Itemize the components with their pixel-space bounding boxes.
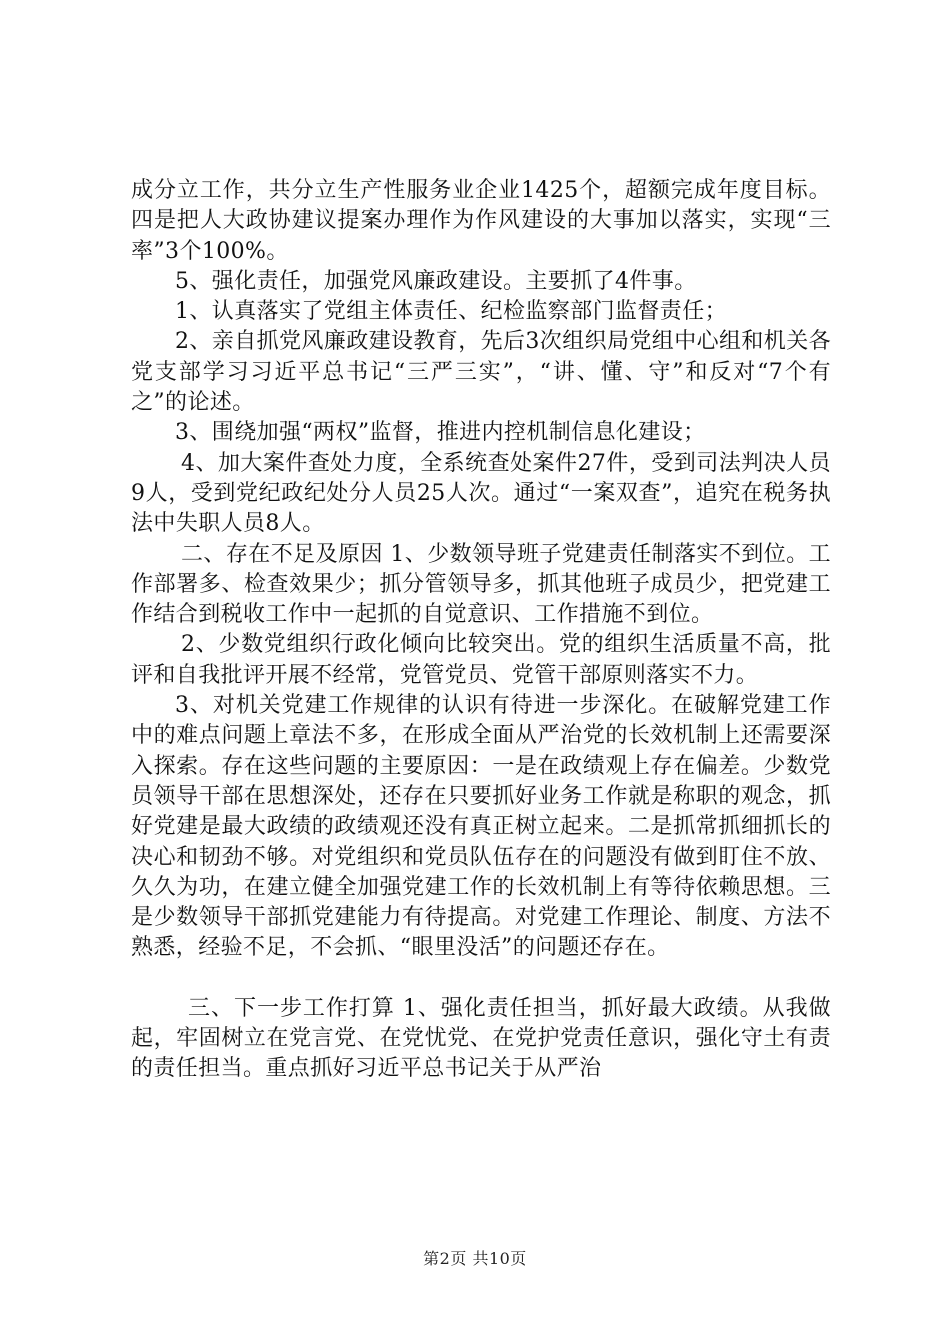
document-body: [131, 176, 831, 1085]
paragraph-sub-item-3: 3、围绕加强“两权”监督，推进内控机制信息化建设；: [175, 420, 706, 446]
paragraph-sub-item-2: 2、亲自抓党风廉政建设教育，先后3次组织局党组中心组和机关各党支部学习习近平总书记“三严三实”，“讲、懂、守”和反对“7个有之”的论述。: [131, 329, 831, 416]
paragraph-shortcoming-3: 3、对机关党建工作规律的认识有待进一步深化。在破解党建工作中的难点问题上章法不多，在形成全面从严治党的长效机制上还需要深入探索。存在这些问题的主要原因：一是在政绩观上存在偏差。少数党员领导干部在思想深处，还存在只要抓好业务工作就是称职的观念，抓好党建是最大政绩的政绩观还没有真正树立起来。二是抓常抓细抓长的决心和韧劲不够。对党组织和党员队伍存在的问题没有做到盯住不放、久久为功，在建立健全加强党建工作的长效机制上有等待依赖思想。三是少数领导干部抓党建能力有待提高。对党建工作理论、制度、方法不熟悉，经验不足，不会抓、“眼里没活”的问题还存在。: [131, 693, 831, 961]
paragraph-shortcoming-2: 2、少数党组织行政化倾向比较突出。党的组织生活质量不高，批评和自我批评开展不经常，党管党员、党管干部原则落实不力。: [131, 632, 831, 688]
paragraph-section-2-shortcomings: 二、存在不足及原因 1、少数领导班子党建责任制落实不到位。工作部署多、检查效果少；抓分管领导多，抓其他班子成员少，把党建工作结合到税收工作中一起抓的自觉意识、工作措施不到位。: [131, 541, 831, 628]
paragraph-section-3-next-steps: 三、下一步工作打算 1、强化责任担当，抓好最大政绩。从我做起，牢固树立在党言党、在党忧党、在党护党责任意识，强化守土有责的责任担当。重点抓好习近平总书记关于从严治: [131, 995, 831, 1082]
page-number-footer: 第2页 共10页: [423, 1249, 527, 1268]
paragraph-continued: 成分立工作，共分立生产性服务业企业1425个，超额完成年度目标。四是把人大政协建议提案办理作为作风建设的大事加以落实，实现“三率”3个100%。: [131, 178, 831, 264]
paragraph-sub-item-1: 1、认真落实了党组主体责任、纪检监察部门监督责任；: [175, 299, 727, 325]
paragraph-sub-item-4: 4、加大案件查处力度，全系统查处案件27件，受到司法判决人员9人，受到党纪政纪处分人员25人次。通过“一案双查”，追究在税务执法中失职人员8人。: [131, 450, 831, 537]
paragraph-item-5-heading: 5、强化责任，加强党风廉政建设。主要抓了4件事。: [175, 268, 697, 294]
